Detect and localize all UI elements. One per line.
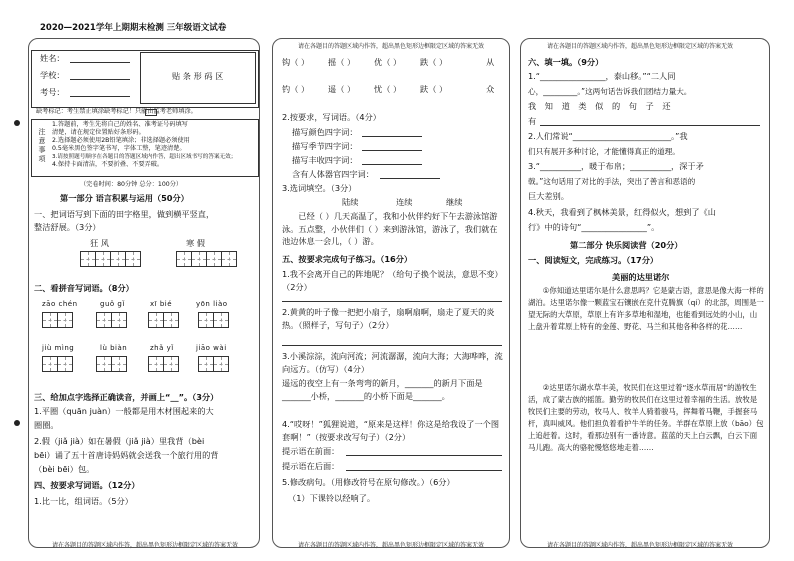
compare-word: 钓（ ） [282, 84, 310, 94]
q4-text: 四、按要求写词语。（12分） [34, 480, 140, 490]
q6-line: 行》中的诗句“________________”。 [528, 222, 660, 232]
q3-line: 2.假（jiǎ jià）如在暑假（jiǎ jià）里我背（bèi [34, 436, 205, 446]
pinyin-label: zhǎ yǐ [150, 344, 174, 352]
q6-line: 3.“__________，暖于布帛；__________，深于矛 [528, 161, 704, 171]
part-one-title: 第一部分 语言积累与运用（50分） [60, 193, 189, 203]
q4-2-item: 描写颜色四字词： [292, 127, 358, 137]
pinyin-label: lù biàn [100, 344, 128, 352]
barcode-label: 贴 条 形 码 区 [172, 71, 224, 81]
exam-number-field[interactable] [70, 96, 130, 97]
notice-item: 清楚，请在规定位置贴好条形码。 [52, 129, 145, 136]
absent-mark-box[interactable] [145, 109, 157, 116]
notice-item: 4.保持卡面清洁，不要折叠、不要弄破。 [52, 161, 164, 168]
absent-mark-note: 缺考标记：考生禁止填涂缺考标记！只能由监考老师填涂。 [36, 108, 197, 115]
q5-1-text: 1.我不会离开自己的阵地呢？（给句子换个说法，意思不变）（2分） [282, 269, 503, 292]
q4-line: 1.比一比，组词语。（5分） [34, 496, 133, 506]
q3-text: 三、给加点字选择正确读音，并画上“__”。（3分） [34, 392, 219, 402]
exam-meta: （完卷时间：80分钟 总分：100分） [80, 181, 183, 188]
answer-line[interactable] [362, 136, 422, 137]
compare-word: 优（ ） [374, 57, 402, 67]
compare-word: 众 [486, 84, 495, 94]
choice-word: 连续 [396, 197, 413, 207]
q4-3-passage: 已经（ ）几天高温了，我和小伙伴约好下午去游泳馆游泳。五点整，小伙伴们（ ）来到游泳馆，游泳了，我们就在池边休息一会儿，（ ）游。 [282, 211, 498, 246]
answer-line[interactable] [346, 455, 502, 456]
q5-3-text: 3.小溪淙淙，流向河流；河流潺潺，流向大海；大海哗哗，流向远方。（仿写）（4分） [282, 351, 503, 374]
notice-title: 注意事项 [38, 128, 46, 164]
pinyin-grid[interactable] [96, 312, 126, 328]
pinyin-grid[interactable] [198, 312, 228, 328]
q6-line: 有 [528, 116, 537, 126]
q5-2-text: 2.黄黄的叶子像一把把小扇子，扇啊扇啊，扇走了夏天的炎热。（照样子，写句子）（2分） [282, 307, 495, 330]
pinyin-grid[interactable] [148, 356, 178, 372]
compare-word: 忧（ ） [374, 84, 402, 94]
notice-item: 0.5毫米黑色签字笔书写，字体工整，笔迹清楚。 [52, 145, 186, 152]
q3-line: bēi）诵了五十首唐诗妈妈就会送我一个旅行用的背 [34, 450, 219, 460]
choice-word: 继续 [446, 197, 463, 207]
q5-4-text: 4.“哎呀！”狐狸说道，“原来是这样！你这是给我设了一个图套啊！”（按要求改写句子）（2分） [282, 419, 500, 442]
q3-line: 1.平圈（quān juàn）一般都是用木材围起来的大 [34, 406, 214, 416]
q1-text: 一、把词语写到下面的田字格里，做到横平竖直， [34, 209, 215, 219]
notice-item: 2.选择题必须使用2B铅笔填涂；非选择题必须使用 [52, 137, 190, 144]
pinyin-label: jiāo wài [196, 344, 227, 352]
answer-line[interactable] [362, 164, 422, 165]
q6-line: 2.人们常说“________________________。”我 [528, 131, 688, 141]
binding-hole [14, 120, 20, 126]
col3-top-note: 请在各题目的答题区域内作答，超出黑色矩形边框限定区域的答案无效 [547, 43, 734, 50]
q6-line: 1.“________________，泰山移。”“二人同 [528, 71, 676, 81]
reading-paragraph: ①你知道达里诺尔是什么意思吗？它是蒙古语，意思是像大海一样的湖泊。达里诺尔像一颗蓝宝石镶嵌在克什克腾旗（qí）的北部，周围是一望无际的大草原，草原上有许多草地和湿地，也能看到远处的小山，山上盘升着茸原上特有的金莲、野花、马兰和其他各种各样的花…… [528, 286, 764, 331]
reading-title: 美丽的达里诺尔 [612, 272, 670, 282]
pinyin-label: xī bié [150, 300, 173, 308]
q3-line: （bèi bēi）包。 [34, 464, 95, 474]
school-label: 学校： [40, 70, 65, 80]
col2-bottom-note: 请在各题目的答题区域内作答，超出黑色矩形边框限定区域的答案无效 [298, 542, 485, 549]
exam-number-label: 考号： [40, 87, 65, 97]
q4-3-text: 3.选词填空。（3分） [282, 183, 357, 193]
tianzige-grid[interactable] [80, 251, 140, 267]
answer-line[interactable] [380, 178, 440, 179]
q5-text: 五、按要求完成句子练习。（16分） [282, 254, 413, 264]
col3-bottom-note: 请在各题目的答题区域内作答，超出黑色矩形边框限定区域的答案无效 [547, 542, 734, 549]
col1-bottom-note: 请在各题目的答题区域内作答，超出黑色矩形边框限定区域的答案无效 [52, 542, 239, 549]
pinyin-grid[interactable] [96, 356, 126, 372]
q5-4-line: 提示语在后面： [282, 461, 340, 471]
pinyin-grid[interactable] [42, 312, 72, 328]
notice-item: 1.答题前，考生先将自己的姓名、准考证号码填写 [52, 121, 188, 128]
pinyin-label: jiù mìng [42, 344, 75, 352]
exam-title: 2020—2021学年上期期末检测 三年级语文试卷 [40, 23, 227, 33]
reading-paragraph: ②达里诺尔湖水草丰美，牧民们在这里过着“逐水草而居”的游牧生活，成了蒙古族的摇篮。勤劳的牧民们在这里过着幸福的生活。放牧是牧民们主要的劳动，牧马人、牧羊人骑着骏马，挥舞着马鞭，手握套马杆，真叫威风。他们担负着看护牛羊的任务。羊群在草原上放（bāo）包上追赶着。这时，看那边别有一番诗意。蓝蓝的天上白云飘，白云下面马儿跑。高大的骆驼慢悠悠地走着…… [528, 383, 764, 452]
pinyin-grid[interactable] [198, 356, 228, 372]
q3-line: 圈圈。 [34, 420, 59, 430]
q5-5-text: 5.修改病句。（用修改符号在原句修改。）（6分） [282, 477, 455, 487]
name-field[interactable] [70, 62, 130, 63]
q5-3b-text: 遥远的夜空上有一条弯弯的新月，_______的新月下面是_______小桥，_______的小桥下面是_______。 [282, 378, 483, 401]
binding-hole [14, 420, 20, 426]
notice-item: 3.请按照题号顺序在各题目的答题区域内作答，超出区域书写的答案无效； [52, 154, 237, 160]
compare-word: 跌（ ） [420, 57, 448, 67]
q5-5-1-text: （1）下课铃以经响了。 [288, 493, 376, 503]
q4-2-item: 含有人体器官四字词： [292, 169, 374, 179]
compare-word: 趺（ ） [420, 84, 448, 94]
answer-line[interactable] [282, 345, 502, 346]
answer-line[interactable] [282, 301, 502, 302]
compare-word: 钩（ ） [282, 57, 310, 67]
compare-word: 遥（ ） [328, 84, 356, 94]
q2-text: 二、看拼音写词语。（8分） [34, 283, 134, 293]
pinyin-label: yōn liào [196, 300, 228, 308]
school-field[interactable] [70, 79, 130, 80]
pinyin-label: zāo chén [42, 300, 78, 308]
q6-line: 我 知 道 类 似 的 句 子 还 [528, 101, 674, 111]
reading-question: 一、阅读短文，完成练习。（17分） [528, 255, 659, 265]
q4-2-item: 描写季节四字词： [292, 141, 358, 151]
name-label: 姓名： [40, 53, 65, 63]
q6-line: 戟。”这句话用了对比的手法，突出了善言和恶语的 [528, 177, 696, 186]
answer-line[interactable] [346, 470, 502, 471]
col2-top-note: 请在各题目的答题区域内作答，超出黑色矩形边框限定区域的答案无效 [298, 43, 485, 50]
q6-line: 们只有展开多种讨论，才能懂得真正的道理。 [528, 147, 680, 156]
q6-line: 心，_________。”这两句话告诉我们团结力量大。 [528, 87, 692, 96]
q4-2-item: 描写丰收四字词： [292, 155, 358, 165]
q4-2-text: 2.按要求，写词语。（4分） [282, 112, 381, 122]
q1-word: 狂 风 [90, 238, 109, 248]
pinyin-label: guǒ gǐ [100, 300, 125, 308]
answer-line[interactable] [362, 150, 422, 151]
q6-line: 4.秋天，我看到了枫林美景，红得似火，想到了《山 [528, 207, 716, 217]
pinyin-grid[interactable] [42, 356, 72, 372]
choice-word: 陆续 [342, 197, 359, 207]
q6-text: 六、填一填。（9分） [528, 57, 604, 67]
part-two-title: 第二部分 快乐阅读营（20分） [570, 240, 683, 250]
q1-word: 寒 假 [186, 238, 205, 248]
q1-text-cont: 整洁舒展。（3分） [34, 222, 101, 232]
answer-line[interactable] [540, 125, 760, 126]
tianzige-grid[interactable] [176, 251, 236, 267]
q6-line: 巨大差别。 [528, 191, 569, 201]
q5-4-line: 提示语在前面： [282, 446, 340, 456]
pinyin-grid[interactable] [148, 312, 178, 328]
compare-word: 从 [486, 57, 495, 67]
compare-word: 摇（ ） [328, 57, 356, 67]
